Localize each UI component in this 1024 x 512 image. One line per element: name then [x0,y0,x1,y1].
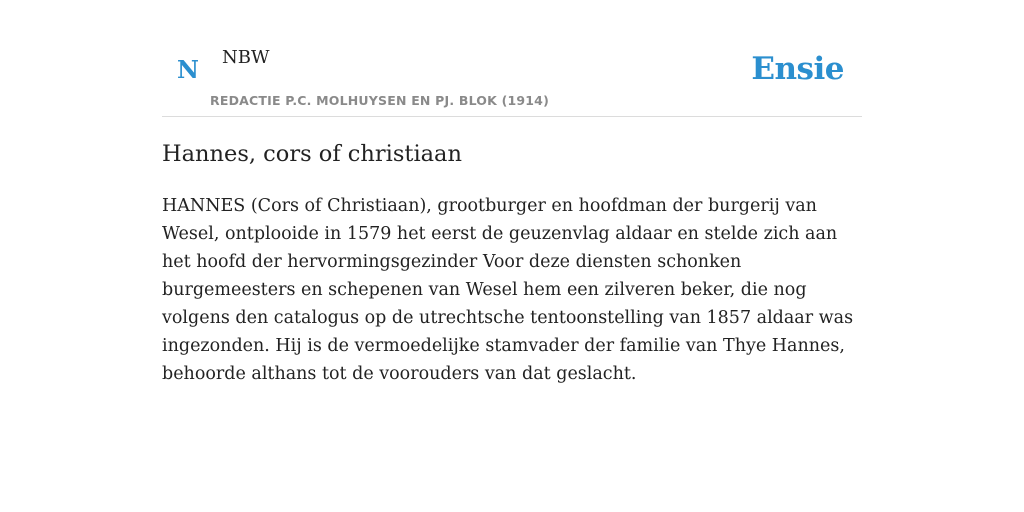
brand-logo-link[interactable]: Ensie [751,51,844,87]
article-body: HANNES (Cors of Christiaan), grootburger en hoofdman der burgerij van Wesel, ontplooide in 1579 het eerst de geuzenvlag aldaar en stelde zich aan het hoofd der hervormingsgezinder Voor deze diensten schonken burgemeesters en schepenen van Wesel hem een zilveren beker, die nog volgens den catalogus op de utrechtsche tentoonstelling van 1857 aldaar was ingezonden. Hij is de vermoedelijke stamvader der familie van Thye Hannes, behoorde althans tot de voorouders van dat geslacht. [162,196,854,384]
source-header [162,0,862,117]
source-name[interactable]: NBW [222,47,270,68]
source-logo[interactable]: N [177,55,199,84]
source-editors: REDACTIE P.C. MOLHUYSEN EN PJ. BLOK (1914) [210,93,549,108]
article-title: Hannes, cors of christiaan [162,141,462,167]
